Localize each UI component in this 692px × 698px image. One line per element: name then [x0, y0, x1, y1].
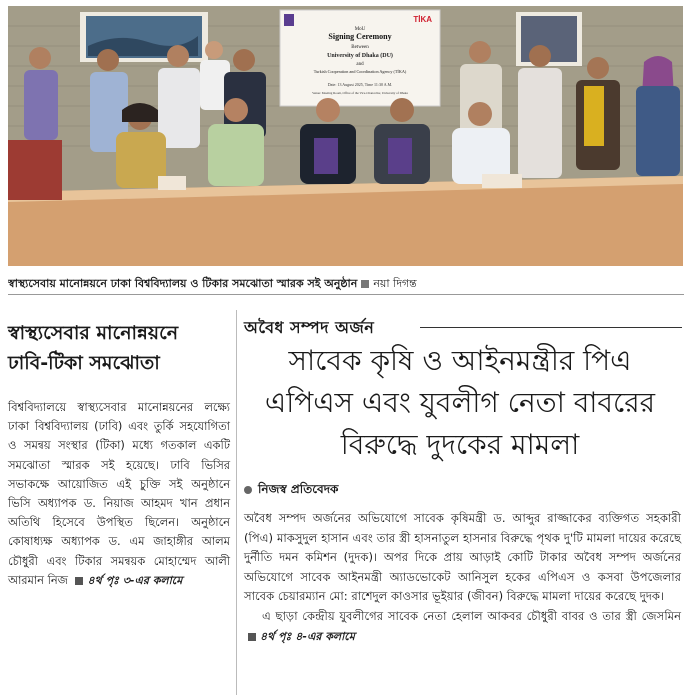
left-article-body: [8, 398, 230, 590]
byline: নিজস্ব প্রতিবেদক: [244, 481, 338, 501]
banner-line-4: University of Dhaka (DU): [327, 53, 393, 59]
left-article-text: বিশ্ববিদ্যালয়ে স্বাস্থ্যসেবার মানোন্নয়নের লক্ষ্যে ঢাকা বিশ্ববিদ্যালয় (ঢাবি) এবং তুর্কি সহযোগিতা ও সমন্বয় সংস্থার (টিকা) মধ্যে গতকাল একটি সমঝোতা স্মারক সই হয়েছে। ঢাবি ভিসির সভাকক্ষে আয়োজিত এই চুক্তি সই অনুষ্ঠানে ভিসি অধ্যাপক ড. নিয়াজ আহমদ খান প্রধান অতিথি হিসেবে উপস্থিত ছিলেন। অনুষ্ঠানে কোষাধ্যক্ষ অধ্যাপক ড. এম জাহাঙ্গীর আলম চৌধুরী এবং টিকার সমন্বয়ক মোহাম্মেদ আলী আরমান নিজ ৪র্থ পৃঃ ৩-এর কলামে: [8, 400, 230, 587]
banner-line-3: Between: [351, 45, 369, 50]
banner-line-2: Signing Ceremony: [328, 32, 392, 41]
ceremony-photo: [8, 6, 683, 266]
right-article-para-2: এ ছাড়া কেন্দ্রীয় যুবলীগের সাবেক নেতা হেলাল আকবর চৌধুরী বাবর ও তার স্ত্রী জেসমিন ৪র্থ পৃঃ ৪-এর কলামে: [244, 607, 681, 646]
banner-line-8: Venue: Meeting Room, Office of the Vice-Chancellor, University of Dhaka: [312, 91, 408, 95]
mou-folder-right: [388, 138, 412, 174]
right-headline: [240, 340, 680, 466]
banner-line-7: Date: 13 August 2025, Time 11:30 A.M.: [327, 82, 393, 87]
caption-text: স্বাস্থ্যসেবায় মানোন্নয়নে ঢাকা বিশ্ববিদ্যালয় ও টিকার সমঝোতা স্মারক সই অনুষ্ঠান: [8, 277, 358, 290]
tissue-box-right: [482, 174, 522, 188]
right-headline-line-2: এপিএস এবং যুবলীগ নেতা বাবরের: [264, 386, 656, 419]
photo-caption: [8, 275, 684, 294]
column-divider: [236, 310, 237, 695]
left-headline-line-2: ঢাবি-টিকা সমঝোতা: [8, 352, 160, 374]
bullet-icon: [244, 486, 252, 494]
kicker-rule: [420, 327, 682, 328]
square-bullet-icon: [361, 280, 369, 288]
right-article-para-1: অবৈধ সম্পদ অর্জনের অভিযোগে সাবেক কৃষিমন্ত্রী ড. আব্দুর রাজ্জাকের ব্যক্তিগত সহকারী (পিএ) মাকসুদুল হাসান এবং তার স্ত্রী হাসনাতুল হাসনার বিরুদ্ধে পৃথক দু'টি মামলা দায়ের করেছে দুর্নীতি দমন কমিশন (দুদক)। অপর দিকে প্রায় আড়াই কোটি টাকার অবৈধ সম্পদ অর্জনের অভিযোগে সাবেক আইনমন্ত্রী অ্যাডভোকেট আনিসুল হকের এপিএস ও কসবা উপজেলার সাবেক চেয়ারম্যান মো: রাশেদুল কাওসার ভূইয়ার (জীবন) বিরুদ্ধে মামলা দায়ের করেছে দুদক।: [244, 511, 681, 604]
left-continuation[interactable]: ৪র্থ পৃঃ ৩-এর কলামে: [71, 574, 182, 587]
right-continuation[interactable]: ৪র্থ পৃঃ ৪-এর কলামে: [244, 630, 355, 643]
red-chair: [8, 140, 62, 200]
banner-line-1: MoU: [354, 27, 366, 32]
tika-logo: TİKA: [413, 15, 432, 24]
caption-divider: [8, 294, 684, 295]
right-kicker: অবৈধ সম্পদ অর্জন: [244, 318, 375, 337]
banner-line-5: and: [356, 62, 364, 67]
tissue-box-left: [158, 176, 186, 190]
mou-folder-left: [314, 138, 338, 174]
right-headline-line-1: সাবেক কৃষি ও আইনমন্ত্রীর পিএ: [288, 344, 632, 377]
right-headline-line-3: বিরুদ্ধে দুদকের মামলা: [340, 428, 580, 461]
left-headline-line-1: স্বাস্থ্যসেবার মানোন্নয়নে: [8, 322, 179, 344]
right-article-body: [244, 509, 681, 646]
du-logo: [284, 14, 294, 26]
banner-line-6: Turkish Cooperation and Coordination Agency (TİKA): [313, 69, 407, 74]
left-headline: [8, 318, 223, 378]
caption-source: নয়া দিগন্ত: [373, 277, 417, 290]
